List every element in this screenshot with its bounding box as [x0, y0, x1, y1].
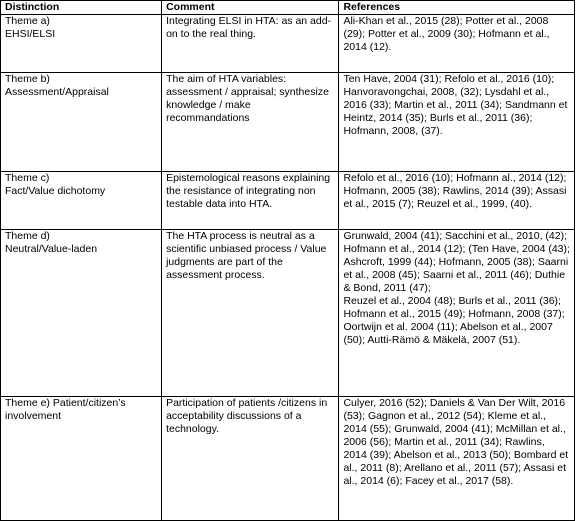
header-row — [1, 1, 575, 15]
comment-cell: The HTA process is neutral as a scientific unbiased process / Value judgments are part of the assessment process. — [162, 230, 339, 397]
header-comment: Comment — [162, 1, 339, 15]
references-cell: Refolo et al., 2016 (10); Hofmann al., 2014 (12); Hofmann, 2005 (38); Rawlins, 2014 (39); Assasi et al., 2015 (7); Reuzel et al., 1999, (40). — [339, 172, 575, 230]
table-row — [1, 230, 575, 397]
comment-cell: Epistemological reasons explaining the resistance of integrating non testable data into HTA. — [162, 172, 339, 230]
comment-cell: Integrating ELSI in HTA: as an add-on to the real thing. — [162, 15, 339, 73]
comment-cell: Participation of patients /citizens in acceptability discussions of a technology. — [162, 397, 339, 521]
table-row — [1, 15, 575, 73]
references-cell: Culyer, 2016 (52); Daniels & Van Der Wilt, 2016 (53); Gagnon et al., 2012 (54); Kleme et al., 2014 (55); Grunwald, 2004 (41); McMillan et al., 2006 (56); Martin et al., 2011 (34); Rawlins, 2014 (39); Abelson et al., 2013 (50); Bombard et al., 2011 (8); Arellano et al., 2011 (57); Assasi et al., 2014 (6); Facey et al., 2017 (58). — [339, 397, 575, 521]
distinction-cell: Theme e) Patient/citizen’s involvement — [1, 397, 162, 521]
references-cell: Ali-Khan et al., 2015 (28); Potter et al., 2008 (29); Potter et al., 2009 (30); Hofmann et al., 2014 (12). — [339, 15, 575, 73]
distinction-cell: Theme a) EHSI/ELSI — [1, 15, 162, 73]
distinction-cell: Theme b) Assessment/Appraisal — [1, 73, 162, 172]
table-row — [1, 397, 575, 521]
header-references: References — [339, 1, 575, 15]
header-distinction: Distinction — [1, 1, 162, 15]
distinction-cell: Theme d) Neutral/Value-laden — [1, 230, 162, 397]
references-cell: Grunwald, 2004 (41); Sacchini et al., 2010, (42); Hofmann et al., 2014 (12); (Ten Have, 2004 (43); Ashcroft, 1999 (44); Hofmann, 2005 (38); Saarni et al., 2008 (45); Saarni et al., 2011 (46); Duthie & Bond, 2011 (47); Reuzel et al., 2004 (48); Burls et al., 2011 (36); Hofmann et al., 2015 (49); Hofmann, 2008 (37); Oortwijn et al. 2004 (11); Abelson et al., 2007 (50); Autti-Rämö & Mäkelä, 2007 (51). — [339, 230, 575, 397]
references-cell: Ten Have, 2004 (31); Refolo et al., 2016 (10); Hanvoravongchai, 2008, (32); Lysdahl et al., 2016 (33); Martin et al., 2011 (34); Sandmann et Heintz, 2014 (35); Burls et al., 2011 (36); Hofmann, 2008, (37). — [339, 73, 575, 172]
table-row — [1, 172, 575, 230]
distinction-cell: Theme c) Fact/Value dichotomy — [1, 172, 162, 230]
table-row — [1, 73, 575, 172]
comment-cell: The aim of HTA variables: assessment / appraisal; synthesize knowledge / make recommandations — [162, 73, 339, 172]
